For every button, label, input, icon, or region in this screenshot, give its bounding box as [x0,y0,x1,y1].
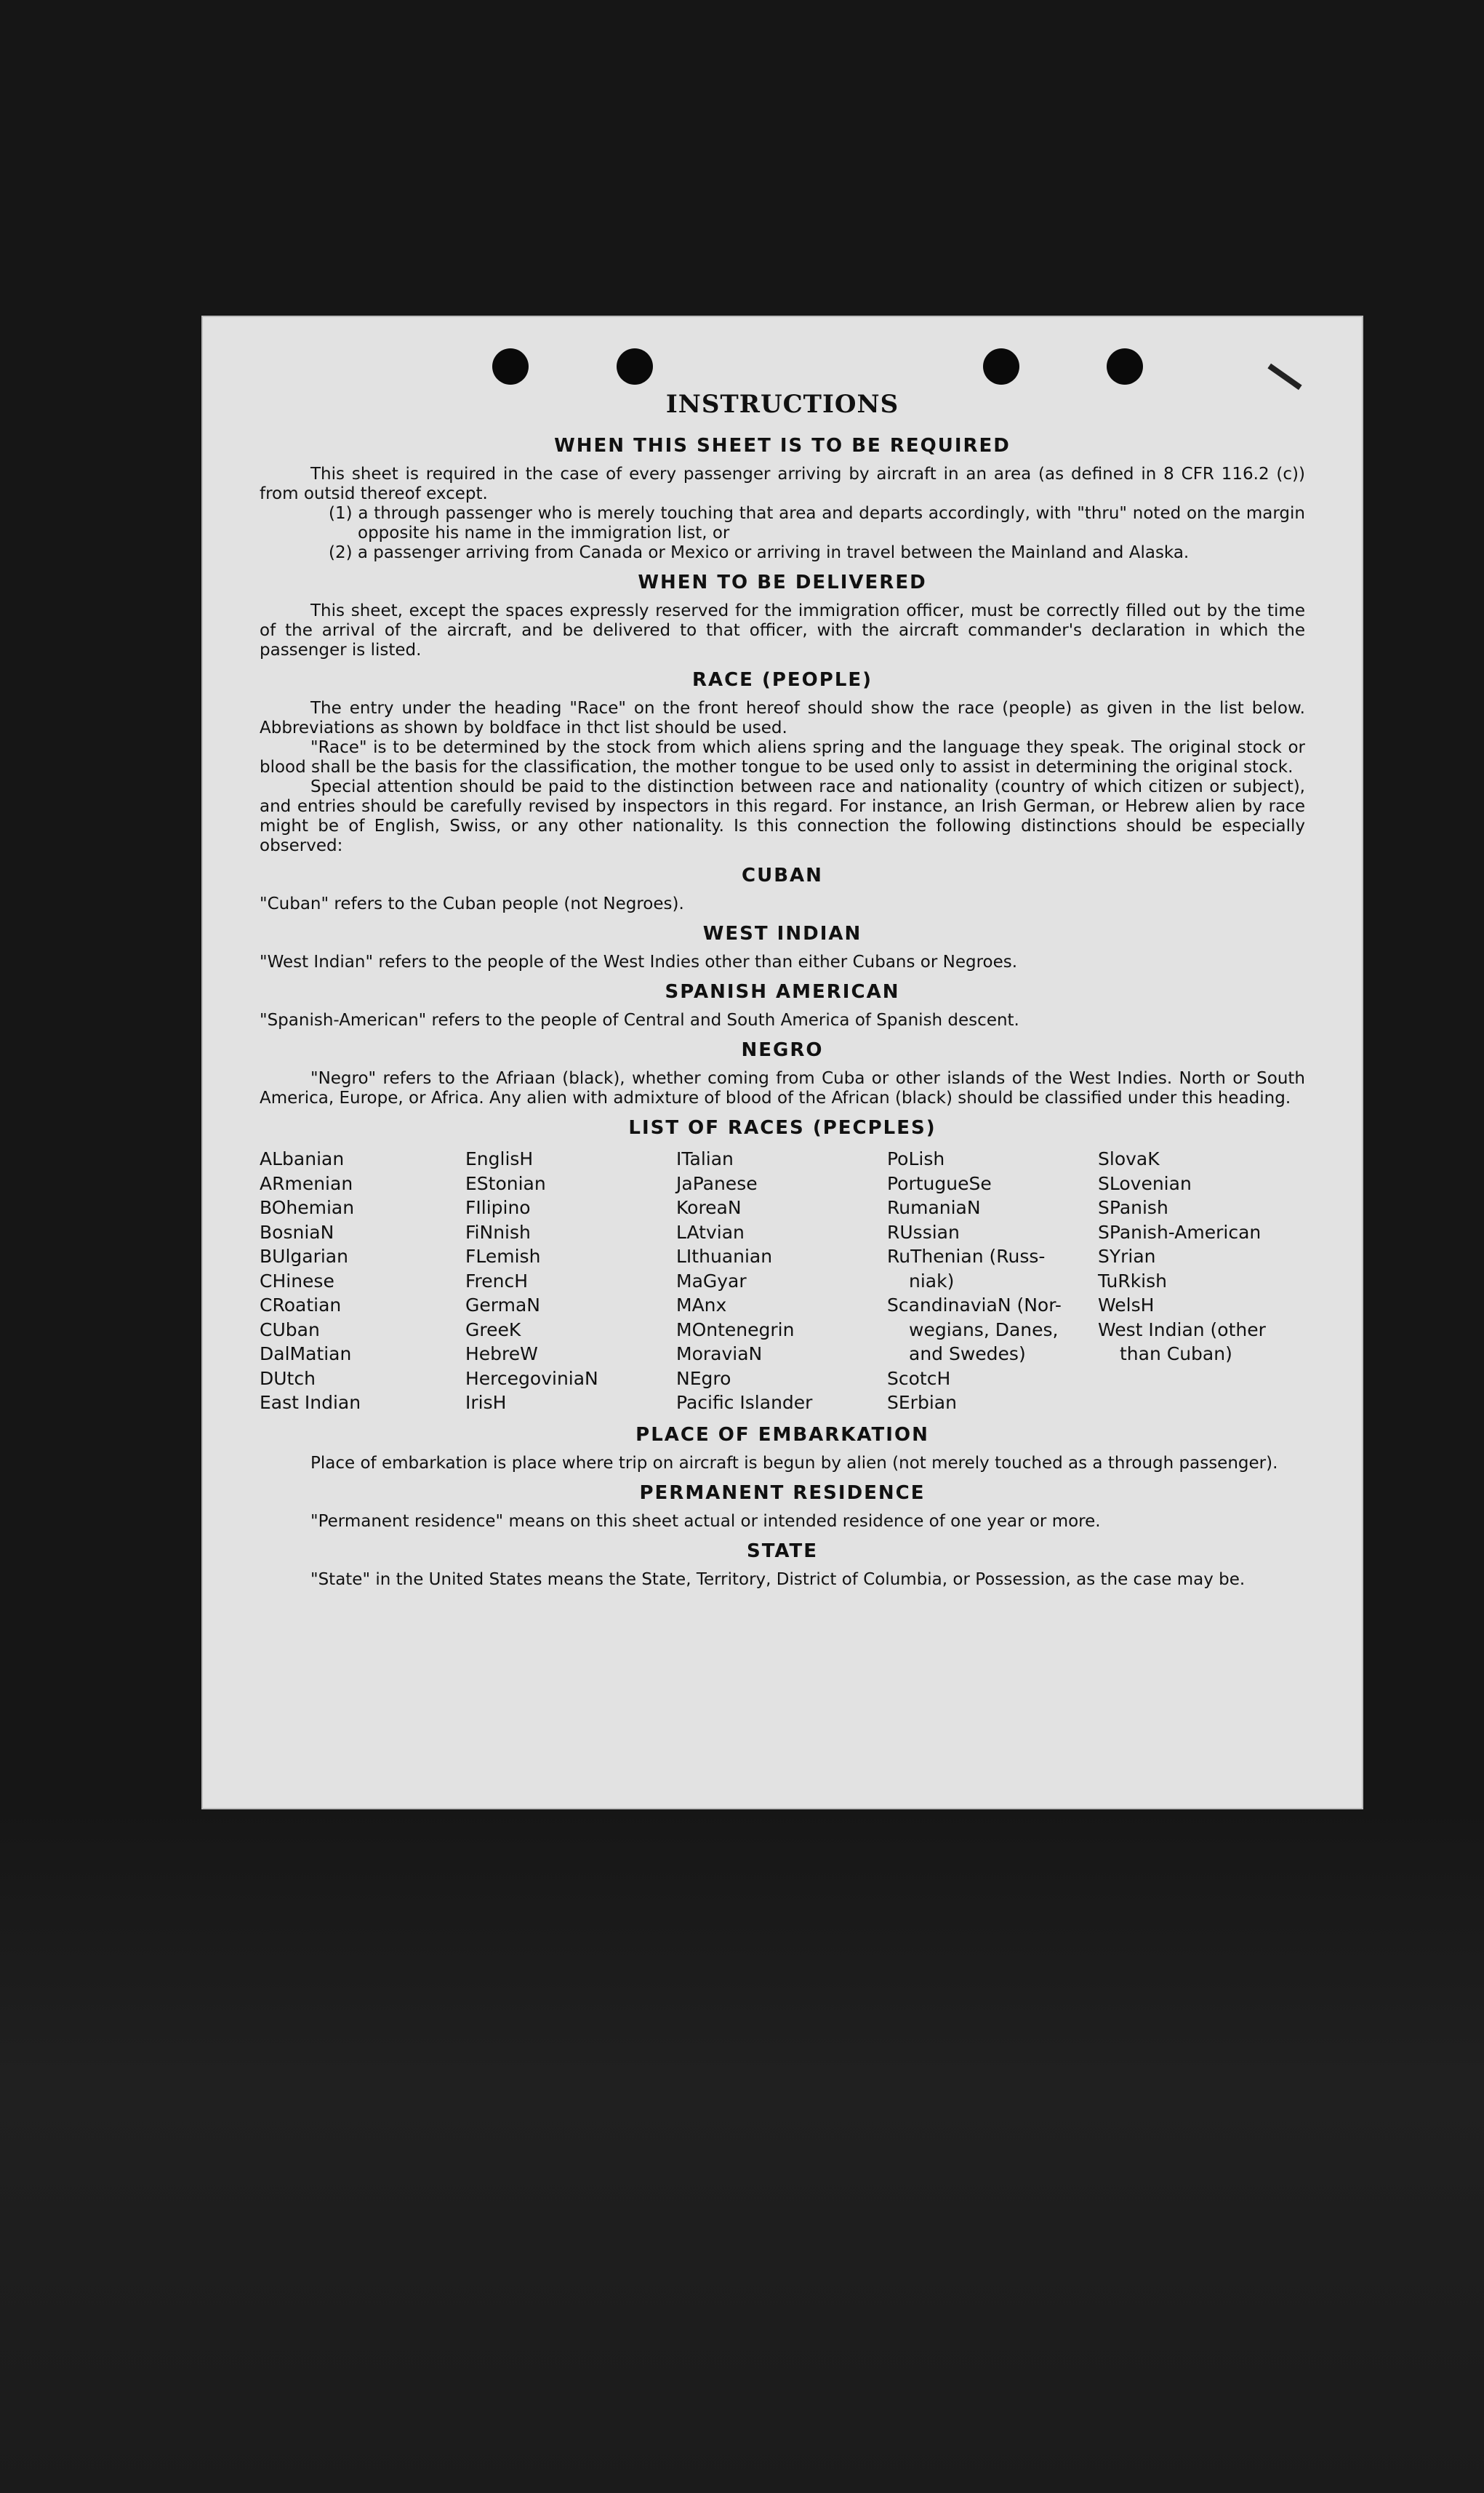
scan-background [0,1804,1484,2493]
race-entry: East Indian [260,1392,361,1413]
race-entry: IrisH [465,1392,507,1413]
race-entry: GermaN [465,1294,540,1316]
race-entry: ALbanian [260,1148,345,1169]
race-entry: West Indian (other [1098,1318,1266,1340]
race-entry: wegians, Danes, [909,1318,1059,1340]
race-paragraph-3: Special attention should be paid to the distinction between race and nationality (country of which citizen or subject), and entries should be carefully revised by inspectors in this regard. For instance, an Irish German, or Hebrew alien by race might be of English, Swiss, or any other nationality. Is this connection the following distinctions should be especially observed: [260,777,1305,855]
race-entry: TuRkish [1098,1270,1167,1292]
embarkation-text: Place of embarkation is place where trip on aircraft is begun by alien (not merely touched as a through passenger). [310,1453,1278,1473]
race-entry: WelsH [1098,1294,1155,1316]
punch-hole [492,348,529,385]
race-entry: DUtch [260,1367,316,1389]
race-paragraph-1: The entry under the heading "Race" on the front hereof should show the race (people) as given in the list below. Abbreviations as shown by boldface in thct list should be used. [260,699,1305,737]
spanish-american-text: "Spanish-American" refers to the people of Central and South America of Spanish descent. [260,1011,1019,1030]
instructions-body [260,426,1305,1590]
race-entry: ScotcH [887,1367,951,1389]
race-entry: CRoatian [260,1294,342,1316]
race-entry: BUlgarian [260,1246,348,1267]
race-entry: CHinese [260,1270,334,1292]
heading-state: STATE [746,1540,819,1562]
race-entry: CUban [260,1318,320,1340]
race-entry: RUssian [887,1221,960,1243]
heading-race: RACE (PEOPLE) [691,669,873,691]
delivered-text: This sheet, except the spaces expressly reserved for the immigration officer, must be correctly filled out by the time of the arrival of the aircraft, and be delivered to that officer, with the aircraft commander's declaration in which the passenger is listed. [260,601,1305,660]
punch-hole [983,348,1019,385]
race-entry: BOhemian [260,1197,355,1218]
heading-embarkation: PLACE OF EMBARKATION [635,1423,929,1446]
race-entry: ScandinaviaN (Nor- [887,1294,1062,1316]
race-entry: LIthuanian [676,1246,773,1267]
races-column-1 [260,1147,465,1415]
heading-cuban: CUBAN [742,865,823,887]
races-column-5 [1098,1147,1305,1415]
heading-races-list: LIST OF RACES (PECPLES) [628,1117,936,1139]
race-entry: LAtvian [676,1221,745,1243]
heading-spanish-american: SPANISH AMERICAN [665,981,900,1003]
race-entry: Pacific Islander [676,1392,813,1413]
race-entry: BosniaN [260,1221,334,1243]
heading-delivered: WHEN TO BE DELIVERED [638,572,927,593]
race-entry: EnglisH [465,1148,534,1169]
race-entry: DalMatian [260,1343,352,1364]
race-entry: RuThenian (Russ- [887,1246,1046,1267]
races-column-2 [465,1147,676,1415]
races-column-3 [676,1147,887,1415]
heading-west-indian: WEST INDIAN [702,923,862,945]
heading-residence: PERMANENT RESIDENCE [639,1481,926,1504]
race-entry: than Cuban) [1120,1343,1232,1364]
race-entry: GreeK [465,1318,521,1340]
race-entry: MAnx [676,1294,727,1316]
exception-1: (1) a through passenger who is merely touching that area and departs accordingly, with "thru" noted on the margin opposite his name in the immigration list, or [329,504,1305,543]
required-intro: This sheet is required in the case of every passenger arriving by aircraft in an area (as defined in 8 CFR 116.2 (c)) from outsid thereof except. [260,465,1305,503]
race-entry: and Swedes) [909,1343,1026,1364]
race-entry: FIlipino [465,1197,531,1218]
heading-negro: NEGRO [741,1039,824,1061]
race-entry: FrencH [465,1270,529,1292]
race-entry: PoLish [887,1148,945,1169]
race-paragraph-2: "Race" is to be determined by the stock from which aliens spring and the language they speak. The original stock or blood shall be the basis for the classification, the mother tongue to be used only to assist in determining the original stock. [260,738,1305,777]
punch-hole [617,348,653,385]
race-entry: RumaniaN [887,1197,981,1218]
race-entry: JaPanese [676,1172,758,1194]
exception-2: (2) a passenger arriving from Canada or Mexico or arriving in travel between the Mainland and Alaska. [329,543,1190,562]
race-entry: PortugueSe [887,1172,992,1194]
race-entry: FLemish [465,1246,541,1267]
races-column-4 [887,1147,1098,1415]
page-title: INSTRUCTIONS [665,390,899,419]
race-entry: NEgro [676,1367,731,1389]
race-entry: MaGyar [676,1270,747,1292]
race-entry: HebreW [465,1343,538,1364]
race-entry: EStonian [465,1172,546,1194]
negro-text: "Negro" refers to the Afriaan (black), whether coming from Cuba or other islands of the West Indies. North or South America, Europe, or Africa. Any alien with admixture of blood of the African (black) should be classified under this heading. [260,1069,1305,1108]
pencil-mark [1267,364,1301,390]
race-entry: ITalian [676,1148,734,1169]
cuban-text: "Cuban" refers to the Cuban people (not Negroes). [260,895,684,913]
race-entry: MOntenegrin [676,1318,795,1340]
west-indian-text: "West Indian" refers to the people of the West Indies other than either Cubans or Negroes. [260,953,1018,972]
punch-hole [1107,348,1143,385]
race-entry: HercegoviniaN [465,1367,598,1389]
race-entry: MoraviaN [676,1343,763,1364]
state-text: "State" in the United States means the State, Territory, District of Columbia, or Possession, as the case may be. [310,1569,1246,1589]
race-entry: SYrian [1098,1246,1156,1267]
race-entry: SLovenian [1098,1172,1192,1194]
race-entry: niak) [909,1270,955,1292]
races-list [260,1147,1305,1415]
heading-required: WHEN THIS SHEET IS TO BE REQUIRED [554,435,1011,457]
instruction-sheet [201,316,1363,1809]
race-entry: SPanish [1098,1197,1168,1218]
race-entry: SPanish-American [1098,1221,1262,1243]
race-entry: SErbian [887,1392,957,1413]
race-entry: KoreaN [676,1197,742,1218]
residence-text: "Permanent residence" means on this sheet actual or intended residence of one year or more. [310,1511,1101,1531]
race-entry: ARmenian [260,1172,353,1194]
race-entry: SlovaK [1098,1148,1160,1169]
race-entry: FiNnish [465,1221,531,1243]
